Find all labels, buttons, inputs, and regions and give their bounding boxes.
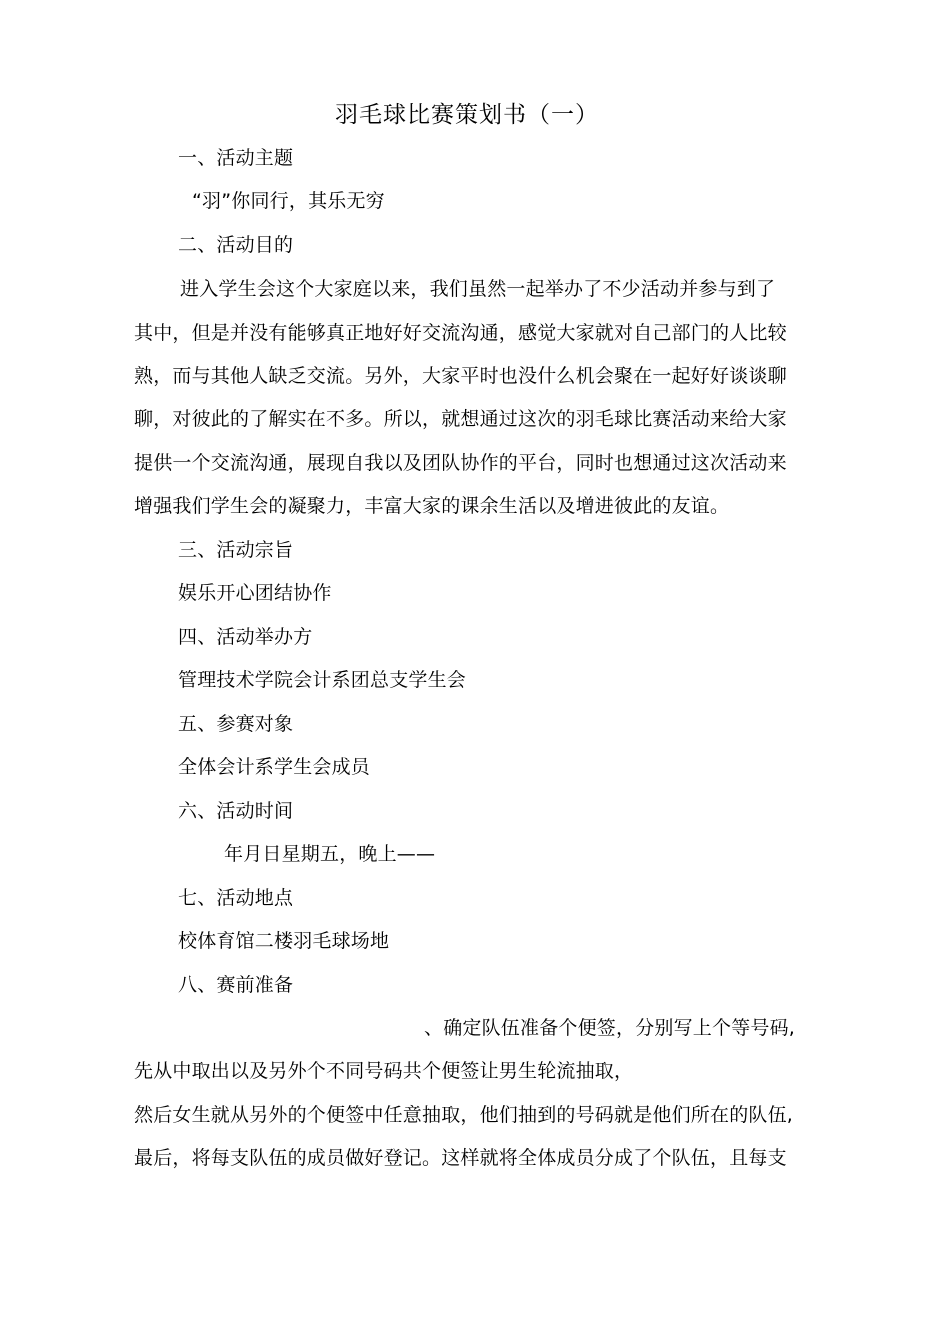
purpose-line: 其中，但是并没有能够真正地好好交流沟通，感觉大家就对自己部门的人比较 (134, 322, 787, 344)
page-title: 羽毛球比赛策划书（一） (335, 102, 599, 128)
section-heading-time: 六、活动时间 (178, 800, 294, 822)
preparation-line: 最后，将每支队伍的成员做好登记。这样就将全体成员分成了个队伍，且每支 (134, 1147, 787, 1169)
purpose-line: 进入学生会这个大家庭以来，我们虽然一起举办了不少活动并参与到了 (180, 278, 776, 300)
section-heading-organizer: 四、活动举办方 (178, 626, 313, 648)
preparation-line: 、确定队伍准备个便签，分别写上个等号码, (424, 1017, 796, 1039)
theme-text: “羽”你同行，其乐无穷 (192, 190, 385, 212)
section-heading-participants: 五、参赛对象 (178, 713, 294, 735)
participants-text: 全体会计系学生会成员 (178, 756, 371, 778)
location-text: 校体育馆二楼羽毛球场地 (178, 930, 390, 952)
time-text: 年月日星期五，晚上—— (224, 843, 436, 865)
purpose-line: 提供一个交流沟通，展现自我以及团队协作的平台，同时也想通过这次活动来 (134, 452, 787, 474)
purpose-line: 增强我们学生会的凝聚力，丰富大家的课余生活以及增进彼此的友谊。 (134, 495, 730, 517)
purpose-line: 聊，对彼此的了解实在不多。所以，就想通过这次的羽毛球比赛活动来给大家 (134, 408, 787, 430)
section-heading-theme: 一、活动主题 (178, 147, 294, 169)
section-heading-purpose: 二、活动目的 (178, 234, 294, 256)
preparation-line: 先从中取出以及另外个不同号码共个便签让男生轮流抽取， (134, 1060, 634, 1082)
organizer-text: 管理技术学院会计系团总支学生会 (178, 669, 467, 691)
purpose-line: 熟，而与其他人缺乏交流。另外，大家平时也没什么机会聚在一起好好谈谈聊 (134, 365, 787, 387)
section-heading-tenet: 三、活动宗旨 (178, 539, 294, 561)
section-heading-location: 七、活动地点 (178, 887, 294, 909)
preparation-line: 然后女生就从另外的个便签中任意抽取，他们抽到的号码就是他们所在的队伍, (134, 1104, 794, 1126)
section-heading-preparation: 八、赛前准备 (178, 974, 294, 996)
tenet-text: 娱乐开心团结协作 (178, 582, 332, 604)
